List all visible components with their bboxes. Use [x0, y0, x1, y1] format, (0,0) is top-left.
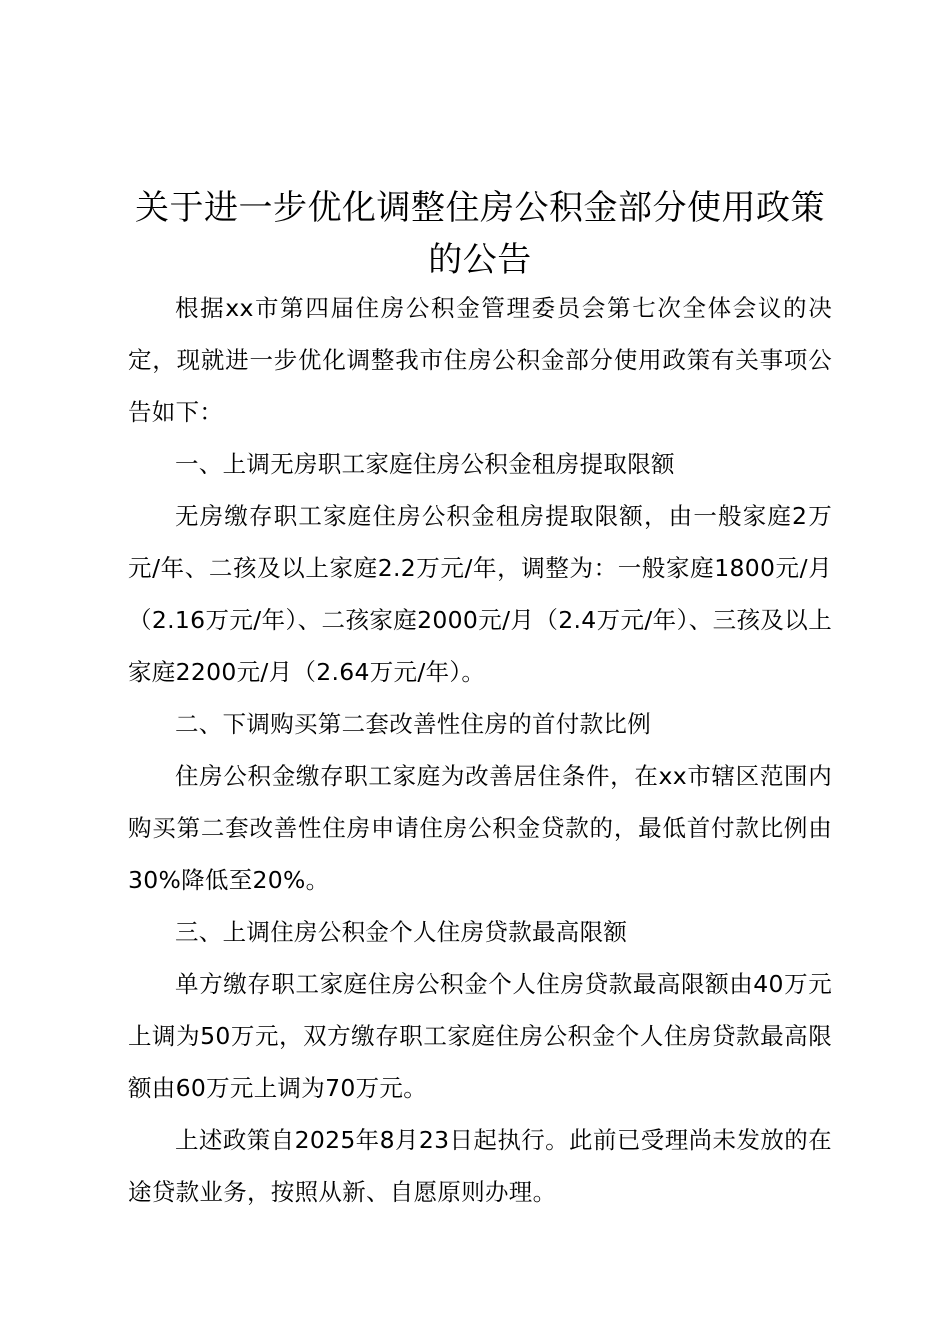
section-1-body: 无房缴存职工家庭住房公积金租房提取限额，由一般家庭2万元/年、二孩及以上家庭2.2万元/年，调整为：一般家庭1800元/月（2.16万元/年）、二孩家庭2000元/月（2.4万元/年）、三孩及以上家庭2200元/月（2.64万元/年）。: [128, 502, 832, 686]
intro-paragraph: 根据xx市第四届住房公积金管理委员会第七次全体会议的决定，现就进一步优化调整我市住房公积金部分使用政策有关事项公告如下：: [128, 294, 832, 426]
document-title: 关于进一步优化调整住房公积金部分使用政策的公告: [135, 188, 825, 280]
section-2-body: 住房公积金缴存职工家庭为改善居住条件，在xx市辖区范围内购买第二套改善性住房申请住房公积金贷款的，最低首付款比例由30%降低至20%。: [128, 762, 832, 894]
section-1-heading: 一、上调无房职工家庭住房公积金租房提取限额: [175, 450, 675, 478]
closing-paragraph: 上述政策自2025年8月23日起执行。此前已受理尚未发放的在途贷款业务，按照从新、自愿原则办理。: [128, 1126, 832, 1206]
section-2-heading: 二、下调购买第二套改善性住房的首付款比例: [175, 710, 651, 738]
section-3-body: 单方缴存职工家庭住房公积金个人住房贷款最高限额由40万元上调为50万元，双方缴存职工家庭住房公积金个人住房贷款最高限额由60万元上调为70万元。: [128, 970, 832, 1102]
section-3-heading: 三、上调住房公积金个人住房贷款最高限额: [175, 918, 628, 946]
document-page: [128, 182, 832, 1218]
